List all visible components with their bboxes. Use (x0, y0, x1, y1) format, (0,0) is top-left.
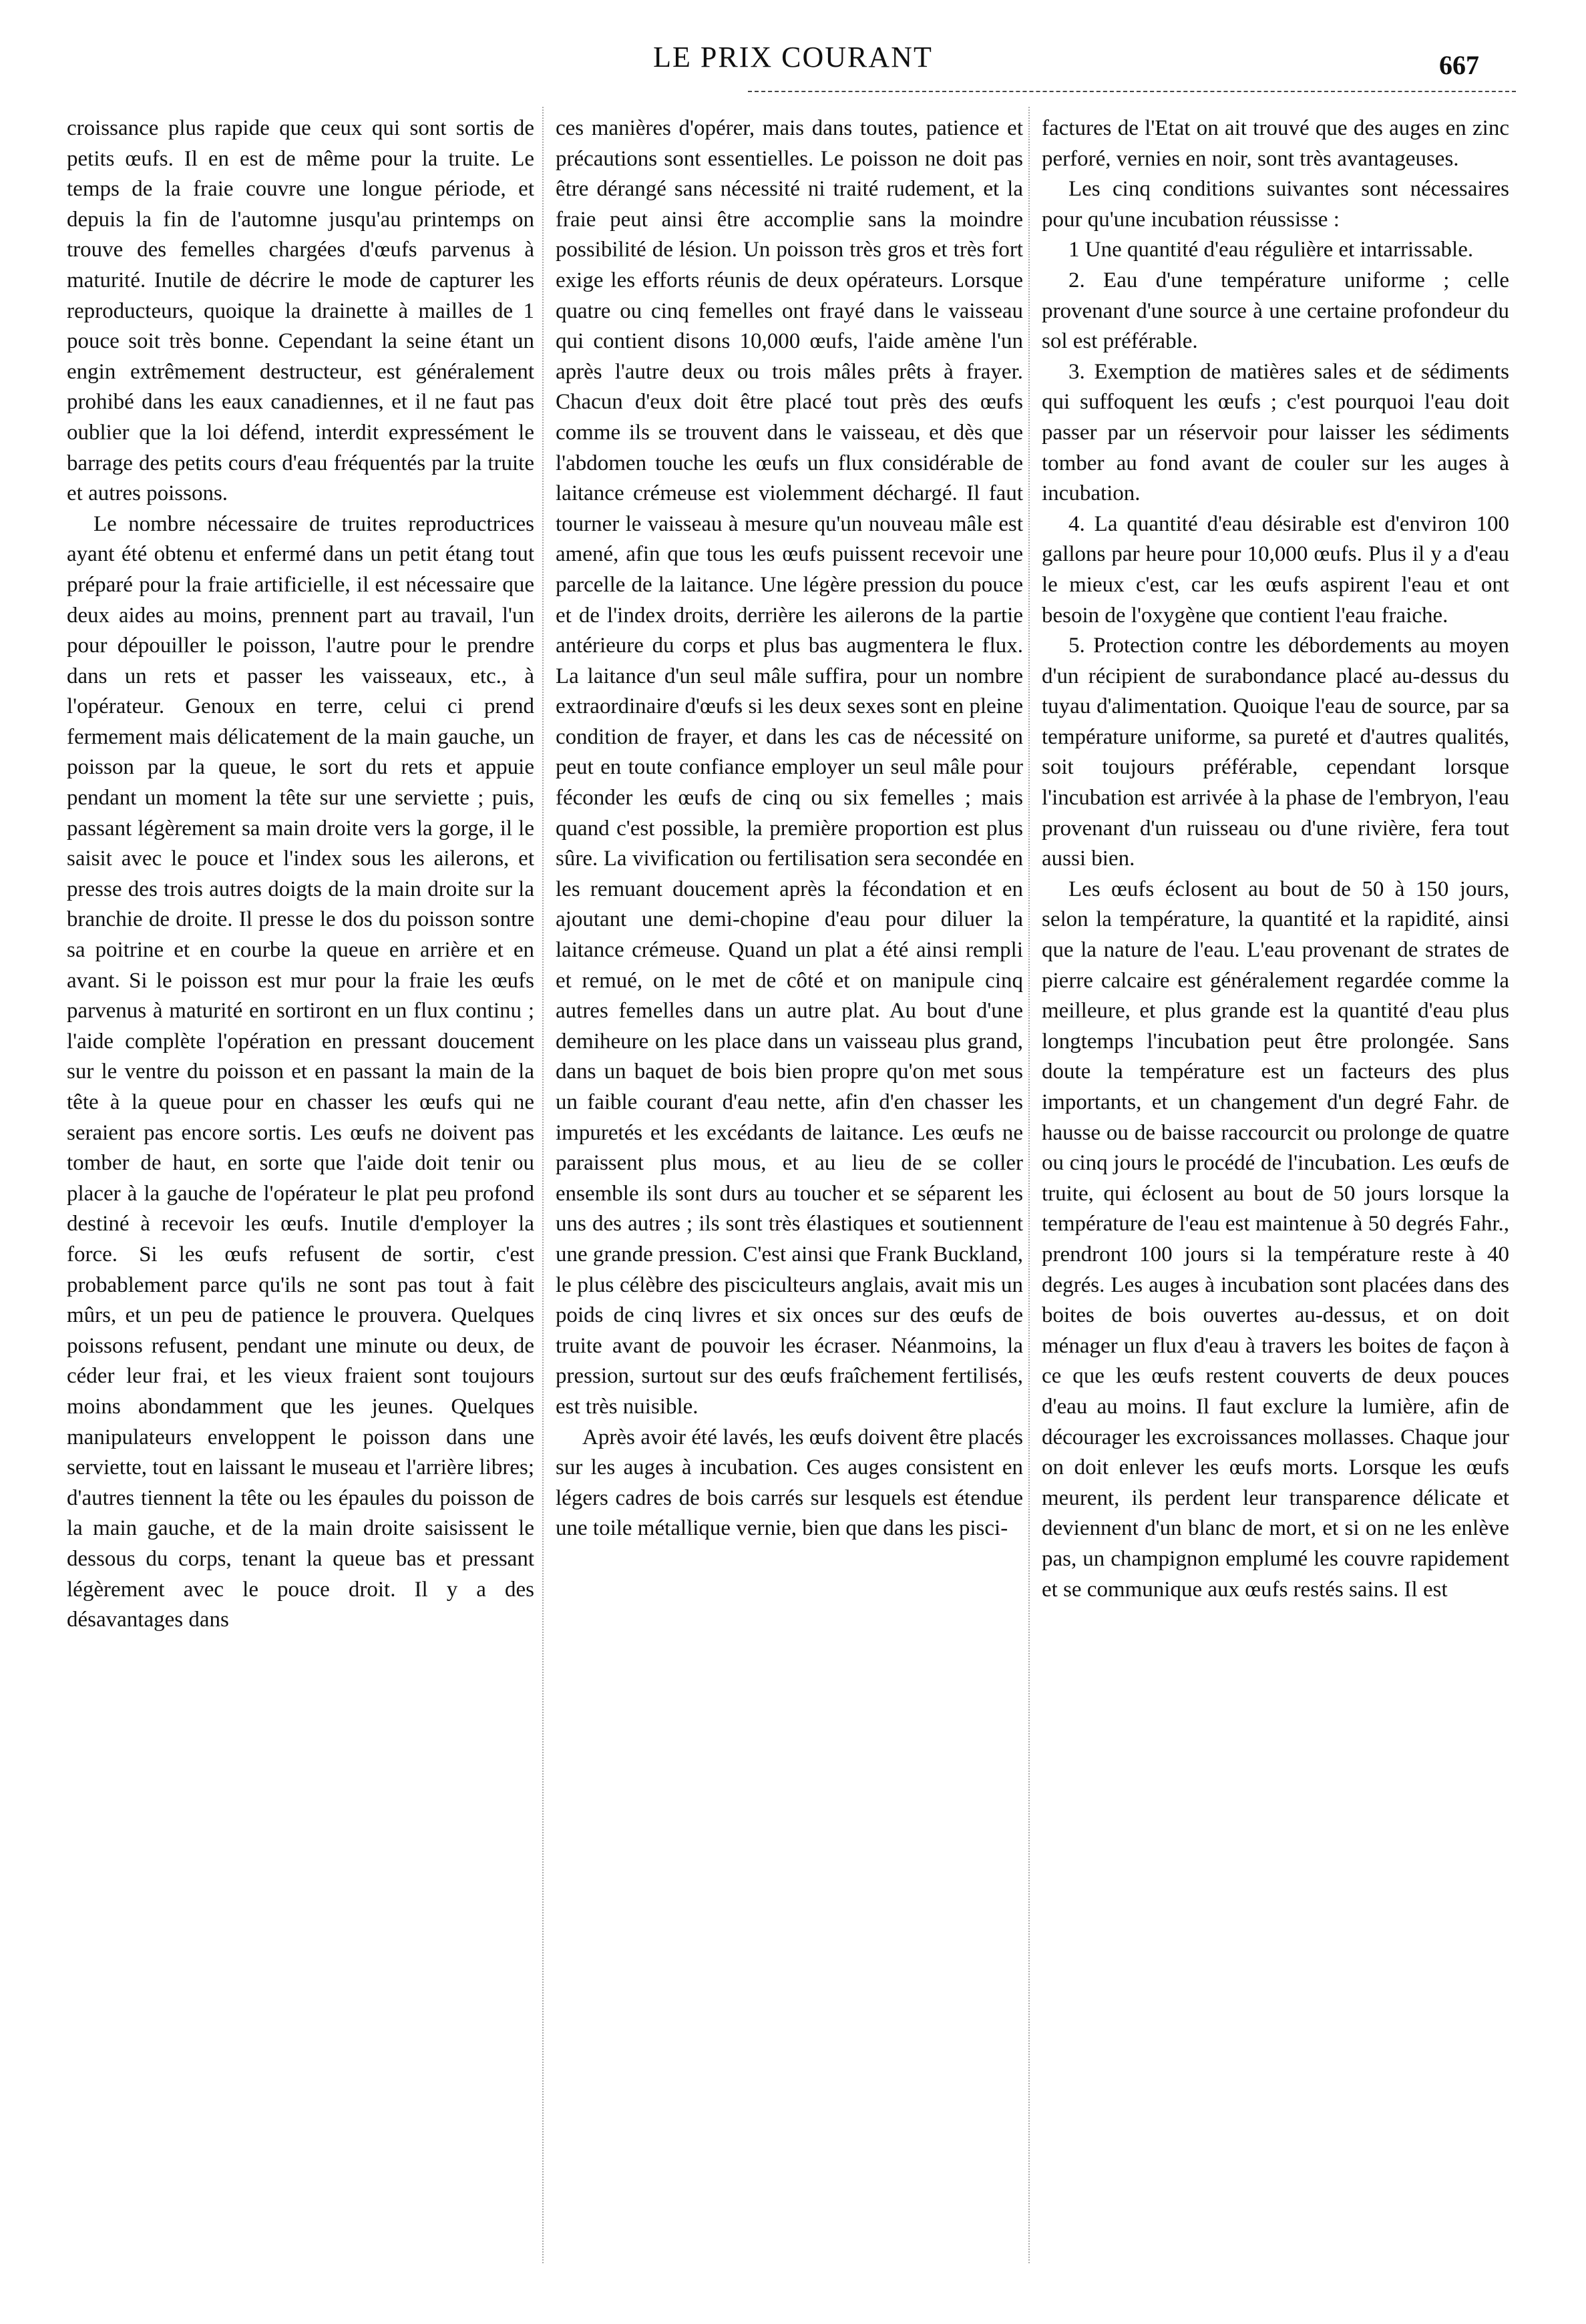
column-divider (1028, 107, 1030, 2263)
paragraph: croissance plus rapide que ceux qui sont sortis de petits œufs. Il en est de même pour la truite. Le temps de la fraie couvre une longue période, et depuis la fin de l'automne jusqu'au printemps on trouve des femelles chargées d'œufs parvenus à maturité. Inutile de décrire le mode de capturer les reproducteurs, quoique la drainette à mailles de 1 pouce soit très bonne. Cependant la seine étant un engin extrêmement destructeur, est généralement prohibé dans les eaux canadiennes, et il ne faut pas oublier que la loi défend, interdit expressément le barrage des petits cours d'eau fréquentés par la truite et autres poissons. (67, 116, 534, 506)
column-divider (542, 107, 544, 2263)
paragraph: 3. Exemption de matières sales et de sédiments qui suffoquent les œufs ; c'est pourquoi l'eau doit passer par un réservoir pour laisser les sédiments tomber au fond avant de couler sur les auges à incubation. (1042, 359, 1509, 506)
paragraph: 4. La quantité d'eau désirable est d'environ 100 gallons par heure pour 10,000 œufs. Plus il y a d'eau le mieux c'est, car les œufs aspirent l'eau et ont besoin de l'oxygène que contient l'eau fraiche. (1042, 511, 1509, 628)
paragraph: factures de l'Etat on ait trouvé que des auges en zinc perforé, vernies en noir, sont très avantageuses. (1042, 116, 1509, 171)
page-number: 667 (1439, 50, 1479, 80)
paragraph: 2. Eau d'une température uniforme ; celle provenant d'une source à une certaine profondeur du sol est préférable. (1042, 268, 1509, 354)
paragraph: 1 Une quantité d'eau régulière et intarrissable. (1068, 238, 1474, 262)
paragraph: Après avoir été lavés, les œufs doivent être placés sur les auges à incubation. Ces auges consistent en légers cadres de bois carrés sur lesquels est étendue une toile métallique vernie, bien que dans les pisci- (556, 1425, 1023, 1541)
paragraph: ces manières d'opérer, mais dans toutes, patience et précautions sont essentielles. Le poisson ne doit pas être dérangé sans nécessité ni traité rudement, et la fraie peut ainsi être accomplie sans la moindre possibilité de lésion. Un poisson très gros et très fort exige les efforts réunis de deux opérateurs. Lorsque quatre ou cinq femelles ont frayé dans le vaisseau qui contient disons 10,000 œufs, l'aide amène l'un après l'autre deux ou trois mâles prêts à frayer. Chacun d'eux doit être placé tout près des œufs comme ils se trouvent dans le vaisseau, et dès que l'abdomen touche les œufs un flux considérable de laitance crémeuse est violemment déchargé. Il faut tourner le vaisseau à mesure qu'un nouveau mâle est amené, afin que tous les œufs puissent recevoir une parcelle de la laitance. Une légère pression du pouce et de l'index droits, derrière les ailerons de la partie antérieure du corps et plus bas augmentera le flux. La laitance d'un seul mâle suffira, pour un nombre extraordinaire d'œufs si les deux sexes sont en pleine condition de frayer, et dans les cas de nécessité on peut en toute confiance employer un seul mâle pour féconder les œufs de cinq ou six femelles ; mais quand c'est possible, la première proportion est plus sûre. La vivification ou fertilisation sera secondée en les remuant doucement après la fécondation et en ajoutant une demi-chopine d'eau pour diluer la laitance crémeuse. Quand un plat a été ainsi rempli et remué, on le met de côté et on manipule cinq autres femelles dans un autre plat. Au bout d'une demiheure on les place dans un vaisseau plus grand, dans un baquet de bois bien propre qu'on met sous un faible courant d'eau nette, afin d'en chasser les impuretés et les excédants de laitance. Les œufs ne paraissent plus mous, et au lieu de se coller ensemble ils sont durs au toucher et se séparent les uns des autres ; ils sont très élastiques et soutiennent une grande pression. C'est ainsi que Frank Buckland, le plus célèbre des pisciculteurs anglais, avait mis un poids de cinq livres et six onces sur des œufs de truite avant de pouvoir les écraser. Néanmoins, la pression, surtout sur des œufs fraîchement fertilisés, est très nuisible. (556, 116, 1023, 1419)
text-column-2 (556, 113, 1023, 1544)
page-title: LE PRIX COURANT (653, 41, 933, 73)
paragraph: Les œufs éclosent au bout de 50 à 150 jours, selon la température, la quantité et la rapidité, ainsi que la nature de l'eau. L'eau provenant de strates de pierre calcaire est généralement regardée comme la meilleure, et plus grande est la quantité d'eau plus longtemps l'incubation peut être prolongée. Sans doute la température est un facteurs des plus importants, et un changement d'un degré Fahr. de hausse ou de baisse raccourcit ou prolonge de quatre ou cinq jours le procédé de l'incubation. Les œufs de truite, qui éclosent au bout de 50 jours lorsque la température de l'eau est maintenue à 50 degrés Fahr., prendront 100 jours si la température reste à 40 degrés. Les auges à incubation sont placées dans des boites de bois ouvertes au-dessus, et on doit ménager un flux d'eau à travers les boites de façon à ce que les œufs restent couverts de deux pouces d'eau au moins. Il faut exclure la lumière, afin de décourager les excroissances mollasses. Chaque jour on doit enlever les œufs morts. Lorsque les œufs meurent, ils perdent leur transparence délicate et deviennent d'un blanc de mort, et si on ne les enlève pas, un champignon emplumé les couvre rapidement et se communique aux œufs restés sains. Il est (1042, 877, 1509, 1602)
paragraph: Le nombre nécessaire de truites reproductrices ayant été obtenu et enfermé dans un petit étang tout préparé pour la fraie artificielle, il est nécessaire que deux aides au moins, prennent part au travail, l'un pour dépouiller le poisson, l'autre pour le prendre dans un rets et passer les vaisseaux, etc., à l'opérateur. Genoux en terre, celui ci prend fermement mais délicatement de la main gauche, un poisson par la queue, le sort du rets et appuie pendant un moment la tête sur une serviette ; puis, passant légèrement sa main droite vers la gorge, il le saisit avec le pouce et l'index sous les ailerons, et presse des trois autres doigts de la main droite sur la branchie de droite. Il presse le dos du poisson sontre sa poitrine et en courbe la queue en arrière et en avant. Si le poisson est mur pour la fraie les œufs parvenus à maturité en sortiront en un flux continu ; l'aide complète l'opération en pressant doucement sur le ventre du poisson et en passant la main de la tête à la queue pour en chasser les œufs qui ne seraient pas encore sortis. Les œufs ne doivent pas tomber de haut, en sorte que l'aide doit tenir ou placer à la gauche de l'opérateur le plat peu profond destiné à recevoir les œufs. Inutile d'employer la force. Si les œufs refusent de sortir, c'est probablement parce qu'ils ne sont pas tout à fait mûrs, et un peu de patience le prouvera. Quelques poissons refusent, pendant une minute ou deux, de céder leur frai, et les vieux fraient sont toujours moins abondamment que les jeunes. Quelques manipulateurs enveloppent le poisson dans une serviette, tout en laissant le museau et l'arrière libres; d'autres tiennent la tête ou les épaules du poisson de la main gauche, et de la main droite saisissent le dessous du corps, tenant la queue bas et pressant légèrement avec le pouce droit. Il y a des désavantages dans (67, 511, 534, 1632)
paragraph: 5. Protection contre les débordements au moyen d'un récipient de surabondance placé au-dessus du tuyau d'alimentation. Quoique l'eau de source, par sa température uniforme, sa pureté et d'autres qualités, soit toujours préférable, cependant lorsque l'incubation est arrivée à la phase de l'embryon, l'eau provenant d'un ruisseau ou d'une rivière, fera tout aussi bien. (1042, 634, 1509, 871)
text-column-1 (67, 113, 534, 1636)
text-column-3 (1042, 113, 1509, 1605)
header-rule (748, 91, 1516, 92)
paragraph: Les cinq conditions suivantes sont nécessaires pour qu'une incubation réussisse : (1042, 177, 1509, 232)
